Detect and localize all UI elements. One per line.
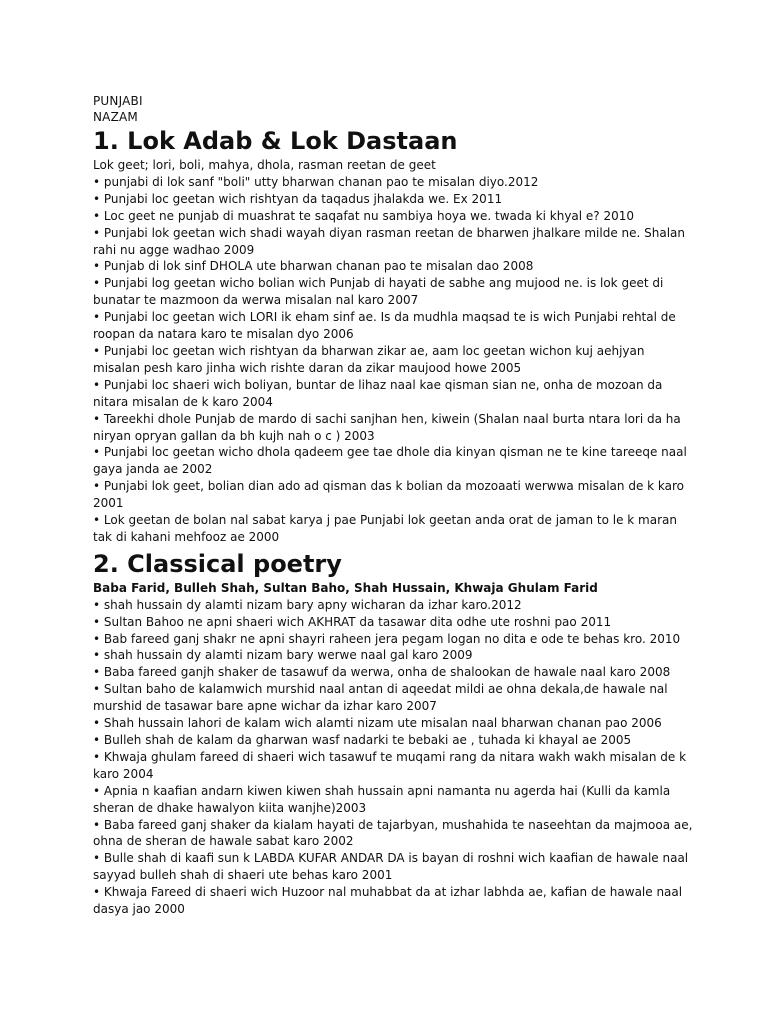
list-item: • Punjabi loc shaeri wich boliyan, buntar de lihaz naal kae qisman sian ne, onha de mozoan da nitara misalan de k karo 2004 xyxy=(93,377,663,409)
section-lok-adab xyxy=(93,126,693,546)
list-item: • Lok geetan de bolan nal sabat karya j pae Punjabi lok geetan anda orat de jaman to le k maran tak di kahani mehfooz ae 2000 xyxy=(93,513,677,544)
poets-list: Baba Farid, Bulleh Shah, Sultan Baho, Shah Hussain, Khwaja Ghulam Farid xyxy=(93,580,598,595)
list-item: • Bab fareed ganj shakr ne apni shayri raheen jera pegam logan no dita e ode te behas kro. 2010 xyxy=(93,631,681,646)
list-item: • Khwaja Fareed di shaeri wich Huzoor nal muhabbat da at izhar labhda ae, kafian de hawale naal dasya jao 2000 xyxy=(93,885,683,917)
list-item: • Bulleh shah de kalam da gharwan wasf nadarki te bebaki ae , tuhada ki khayal ae 2005 xyxy=(93,733,632,747)
subject-label: PUNJABI xyxy=(93,94,143,108)
section-heading: 1. Lok Adab & Lok Dastaan xyxy=(93,127,458,155)
list-item: • Sultan baho de kalamwich murshid naal antan di aqeedat mildi ae ohna dekala,de hawale nal murshid de tasawar bare apne wichar da izhar karo 2007 xyxy=(93,682,668,714)
list-item: • Punjabi loc geetan wich rishtyan da bharwan zikar ae, aam loc geetan wichon kuj aehjyan misalan pesh karo jinha wich rishte daran da zikar maujood howe 2005 xyxy=(93,343,645,375)
list-item: • Bulle shah di kaafi sun k LABDA KUFAR ANDAR DA is bayan di roshni wich kaafian de hawale naal sayyad bulleh shah di shaeri ute behas karo 2001 xyxy=(93,851,689,883)
list-item: • Loc geet ne punjab di muashrat te saqafat nu sambiya hoya we. twada ki khyal e? 2010 xyxy=(93,208,635,223)
list-item: • Baba fareed ganj shaker da kialam hayati de tajarbyan, mushahida te naseehtan da majmooa ae, ohna de sheran de hawale sabat karo 2002 xyxy=(93,817,693,849)
list-item: • Khwaja ghulam fareed di shaeri wich tasawuf te muqami rang da nitara wakh wakh misalan de k karo 2004 xyxy=(93,749,687,781)
list-item: • Sultan Bahoo ne apni shaeri wich AKHRAT da tasawar dita odhe ute roshni pao 2011 xyxy=(93,614,612,629)
list-item: • Punjab di lok sinf DHOLA ute bharwan chanan pao te misalan dao 2008 xyxy=(93,259,534,274)
list-item: • shah hussain dy alamti nizam bary werwe naal gal karo 2009 xyxy=(93,648,473,663)
section-intro: Lok geet; lori, boli, mahya, dhola, rasman reetan de geet xyxy=(93,158,436,172)
list-item: • Baba fareed ganjh shaker de tasawuf da werwa, onha de shalookan de hawale naal karo 2008 xyxy=(93,665,671,680)
section-classical-poetry xyxy=(93,549,693,918)
list-item: • Punjabi loc geetan wich rishtyan da taqadus jhalakda we. Ex 2011 xyxy=(93,191,503,206)
list-item: • Punjabi loc geetan wich LORI ik eham sinf ae. Is da mudhla maqsad te is wich Punjabi rehtal de roopan da natara karo te misalan dyo 2006 xyxy=(93,310,676,342)
list-item: • punjabi di lok sanf "boli" utty bharwan chanan pao te misalan diyo.2012 xyxy=(93,174,539,189)
list-item: • Shah hussain lahori de kalam wich alamti nizam ute misalan naal bharwan chanan pao 2006 xyxy=(93,716,662,731)
list-item: • Tareekhi dhole Punjab de mardo di sachi sanjhan hen, kiwein (Shalan naal burta ntara lori da ha niryan opryan gallan da bh kujh nah o c ) 2003 xyxy=(93,411,681,443)
section-heading: 2. Classical poetry xyxy=(93,549,342,578)
list-item: • Punjabi log geetan wicho bolian wich Punjab di hayati de sabhe ang mujood ne. is lok geet di bunatar te mazmoon da werwa misalan nal karo 2007 xyxy=(93,276,664,308)
list-item: • Apnia n kaafian andarn kiwen kiwen shah hussain apni namanta nu agerda hai (Kulli da kamla sheran de dhake hawalyon kiita wanjhe)2003 xyxy=(93,783,671,815)
document-page xyxy=(93,93,693,918)
list-item: • shah hussain dy alamti nizam bary apny wicharan da izhar karo.2012 xyxy=(93,597,522,612)
list-item: • Punjabi lok geet, bolian dian ado ad qisman das k bolian da mozoaati werwwa misalan de k karo 2001 xyxy=(93,479,685,511)
topic-label: NAZAM xyxy=(93,110,138,124)
list-item: • Punjabi lok geetan wich shadi wayah diyan rasman reetan de bharwen jhalkare milde ne. Shalan rahi nu agge wadhao 2009 xyxy=(93,225,685,257)
list-item: • Punjabi loc geetan wicho dhola qadeem gee tae dhole dia kinyan qisman ne te kine tareeqe naal gaya janda ae 2002 xyxy=(93,445,687,477)
